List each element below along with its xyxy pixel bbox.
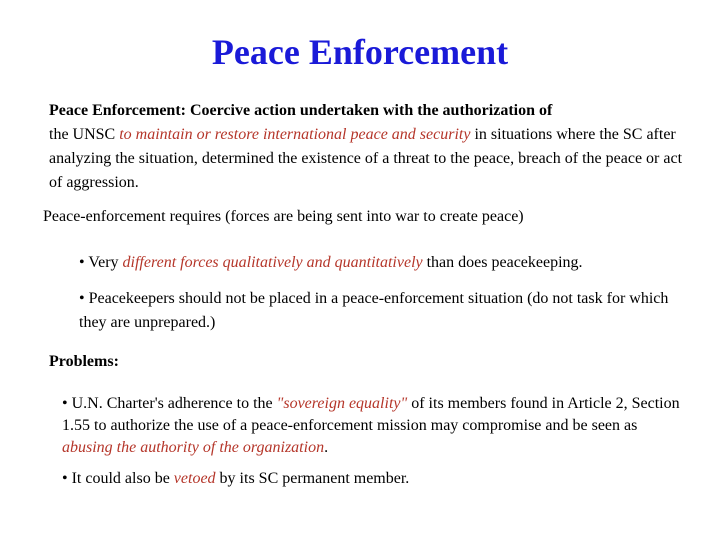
definition-text-2: in situations where the SC after analyzing the situation, determined the existence of a threat to the peace, breach of the peace or act of aggression. bbox=[49, 126, 683, 191]
bullet-different-forces bbox=[79, 251, 699, 275]
page-title: Peace Enforcement bbox=[211, 32, 509, 72]
bullet-text: • Very bbox=[79, 254, 123, 271]
problem-emphasis: vetoed bbox=[173, 470, 216, 487]
bullet-text: than does peacekeeping. bbox=[422, 254, 583, 271]
problem-emphasis: abusing the authority of the organization bbox=[62, 439, 325, 456]
definition-emphasis: to maintain or restore international peace and security bbox=[119, 126, 471, 143]
requires-paragraph: Peace-enforcement requires (forces are being sent into war to create peace) bbox=[43, 208, 524, 225]
problem-veto bbox=[62, 467, 682, 491]
problem-text: . bbox=[324, 439, 329, 456]
problem-sovereign-equality bbox=[62, 393, 682, 459]
problem-text: • U.N. Charter's adherence to the bbox=[62, 395, 277, 412]
bullet-emphasis: different forces qualitatively and quantitatively bbox=[122, 254, 423, 271]
bullet-peacekeepers: • Peacekeepers should not be placed in a peace-enforcement situation (do not task for which they are unprepared.) bbox=[79, 290, 669, 331]
problems-heading: Problems: bbox=[49, 353, 119, 370]
definition-paragraph bbox=[49, 99, 689, 195]
definition-text-1: the UNSC bbox=[49, 126, 120, 143]
problem-text: by its SC permanent member. bbox=[215, 470, 410, 487]
problem-text: of its members found in Article 2, Section 1.55 to authorize the use of a peace-enforcement mission may compromise and be seen as bbox=[62, 395, 680, 434]
definition-heading: Peace Enforcement: Coercive action undertaken with the authorization of bbox=[49, 102, 553, 119]
problem-text: • It could also be bbox=[62, 470, 174, 487]
problem-emphasis: "sovereign equality" bbox=[276, 395, 408, 412]
